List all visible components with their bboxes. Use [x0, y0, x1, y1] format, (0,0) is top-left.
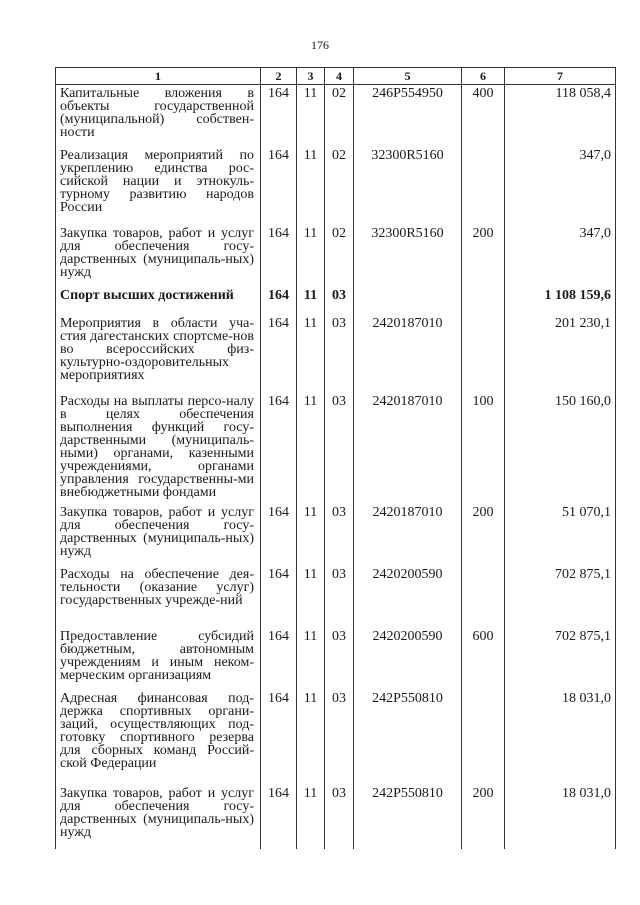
- row-ved-code: 164: [261, 785, 297, 849]
- row-subsection-code: 03: [325, 393, 354, 504]
- row-target-article: 2420187010: [354, 315, 462, 393]
- row-expense-type: [462, 566, 505, 628]
- row-amount: 51 070,1: [505, 504, 616, 566]
- budget-table: [55, 67, 616, 849]
- row-name: Реализация мероприятий по укреплению единства рос-сийской нации и этнокуль-турному развитию народов России: [56, 147, 261, 225]
- column-header: 7: [505, 68, 616, 85]
- header-row: [56, 68, 616, 85]
- row-amount: 702 875,1: [505, 566, 616, 628]
- table-row: [56, 566, 616, 628]
- row-name: Адресная финансовая под-держка спортивных органи-заций, осуществляющих под-готовку спортивного резерва для сборных команд Россий-ской Федерации: [56, 690, 261, 785]
- column-header: 4: [325, 68, 354, 85]
- row-expense-type: 200: [462, 504, 505, 566]
- row-expense-type: [462, 287, 505, 315]
- row-section-code: 11: [297, 147, 325, 225]
- row-target-article: 242Р550810: [354, 785, 462, 849]
- row-section-code: 11: [297, 393, 325, 504]
- row-amount: 150 160,0: [505, 393, 616, 504]
- row-name: Расходы на выплаты персо-налу в целях обеспечения выполнения функций госу-дарственными (муниципаль-ными) органами, казенными учреждениями, органами управления государственны-ми внебюджетными фондами: [56, 393, 261, 504]
- row-expense-type: 200: [462, 785, 505, 849]
- row-ved-code: 164: [261, 504, 297, 566]
- row-target-article: 32300R5160: [354, 225, 462, 287]
- column-header: 6: [462, 68, 505, 85]
- row-target-article: 2420187010: [354, 504, 462, 566]
- table-row: [56, 690, 616, 785]
- row-name: Расходы на обеспечение дея-тельности (оказание услуг) государственных учрежде-ний: [56, 566, 261, 628]
- column-header: 5: [354, 68, 462, 85]
- table-body: [56, 85, 616, 849]
- column-header: 2: [261, 68, 297, 85]
- row-amount: 702 875,1: [505, 628, 616, 690]
- row-section-code: 11: [297, 690, 325, 785]
- row-section-code: 11: [297, 504, 325, 566]
- row-subsection-code: 03: [325, 504, 354, 566]
- row-section-code: 11: [297, 85, 325, 147]
- row-section-code: 11: [297, 566, 325, 628]
- row-subsection-code: 03: [325, 315, 354, 393]
- row-target-article: 242Р550810: [354, 690, 462, 785]
- row-name: Капитальные вложения в объекты государственной (муниципальной) собствен-ности: [56, 85, 261, 147]
- table-row: [56, 628, 616, 690]
- row-subsection-code: 02: [325, 225, 354, 287]
- row-name: Закупка товаров, работ и услуг для обеспечения госу-дарственных (муниципаль-ных) нужд: [56, 785, 261, 849]
- row-target-article: 2420200590: [354, 628, 462, 690]
- row-subsection-code: 03: [325, 566, 354, 628]
- row-section-code: 11: [297, 287, 325, 315]
- row-ved-code: 164: [261, 147, 297, 225]
- row-expense-type: [462, 690, 505, 785]
- row-subsection-code: 03: [325, 690, 354, 785]
- row-amount: 201 230,1: [505, 315, 616, 393]
- row-target-article: [354, 287, 462, 315]
- row-section-code: 11: [297, 628, 325, 690]
- row-ved-code: 164: [261, 566, 297, 628]
- table-row: [56, 225, 616, 287]
- row-name: Мероприятия в области уча-стия дагестанских спортсме-нов во всероссийских физ-культурно-оздоровительных мероприятиях: [56, 315, 261, 393]
- row-expense-type: 600: [462, 628, 505, 690]
- row-amount: 18 031,0: [505, 690, 616, 785]
- row-amount: 1 108 159,6: [505, 287, 616, 315]
- row-subsection-code: 03: [325, 785, 354, 849]
- row-amount: 18 031,0: [505, 785, 616, 849]
- row-amount: 118 058,4: [505, 85, 616, 147]
- row-target-article: 2420187010: [354, 393, 462, 504]
- row-subsection-code: 02: [325, 85, 354, 147]
- row-target-article: 246Р554950: [354, 85, 462, 147]
- table-row: [56, 147, 616, 225]
- table-row: [56, 393, 616, 504]
- column-header: 1: [56, 68, 261, 85]
- row-ved-code: 164: [261, 287, 297, 315]
- row-subsection-code: 03: [325, 628, 354, 690]
- table-row: [56, 785, 616, 849]
- row-name: Закупка товаров, работ и услуг для обеспечения госу-дарственных (муниципаль-ных) нужд: [56, 225, 261, 287]
- row-expense-type: [462, 147, 505, 225]
- row-amount: 347,0: [505, 147, 616, 225]
- row-amount: 347,0: [505, 225, 616, 287]
- row-expense-type: 200: [462, 225, 505, 287]
- page-number: 176: [311, 38, 329, 52]
- row-name: Предоставление субсидий бюджетным, автономным учреждениям и иным неком-мерческим организациям: [56, 628, 261, 690]
- row-subsection-code: 03: [325, 287, 354, 315]
- table-row: [56, 85, 616, 147]
- row-section-code: 11: [297, 785, 325, 849]
- column-header: 3: [297, 68, 325, 85]
- row-ved-code: 164: [261, 225, 297, 287]
- row-expense-type: 400: [462, 85, 505, 147]
- table-row: [56, 287, 616, 315]
- row-target-article: 2420200590: [354, 566, 462, 628]
- row-ved-code: 164: [261, 85, 297, 147]
- row-ved-code: 164: [261, 315, 297, 393]
- table-row: [56, 315, 616, 393]
- table-row: [56, 504, 616, 566]
- row-ved-code: 164: [261, 690, 297, 785]
- row-subsection-code: 02: [325, 147, 354, 225]
- row-target-article: 32300R5160: [354, 147, 462, 225]
- row-name: Спорт высших достижений: [56, 287, 261, 315]
- row-expense-type: [462, 315, 505, 393]
- row-section-code: 11: [297, 225, 325, 287]
- row-expense-type: 100: [462, 393, 505, 504]
- row-name: Закупка товаров, работ и услуг для обеспечения госу-дарственных (муниципаль-ных) нужд: [56, 504, 261, 566]
- row-section-code: 11: [297, 315, 325, 393]
- row-ved-code: 164: [261, 628, 297, 690]
- row-ved-code: 164: [261, 393, 297, 504]
